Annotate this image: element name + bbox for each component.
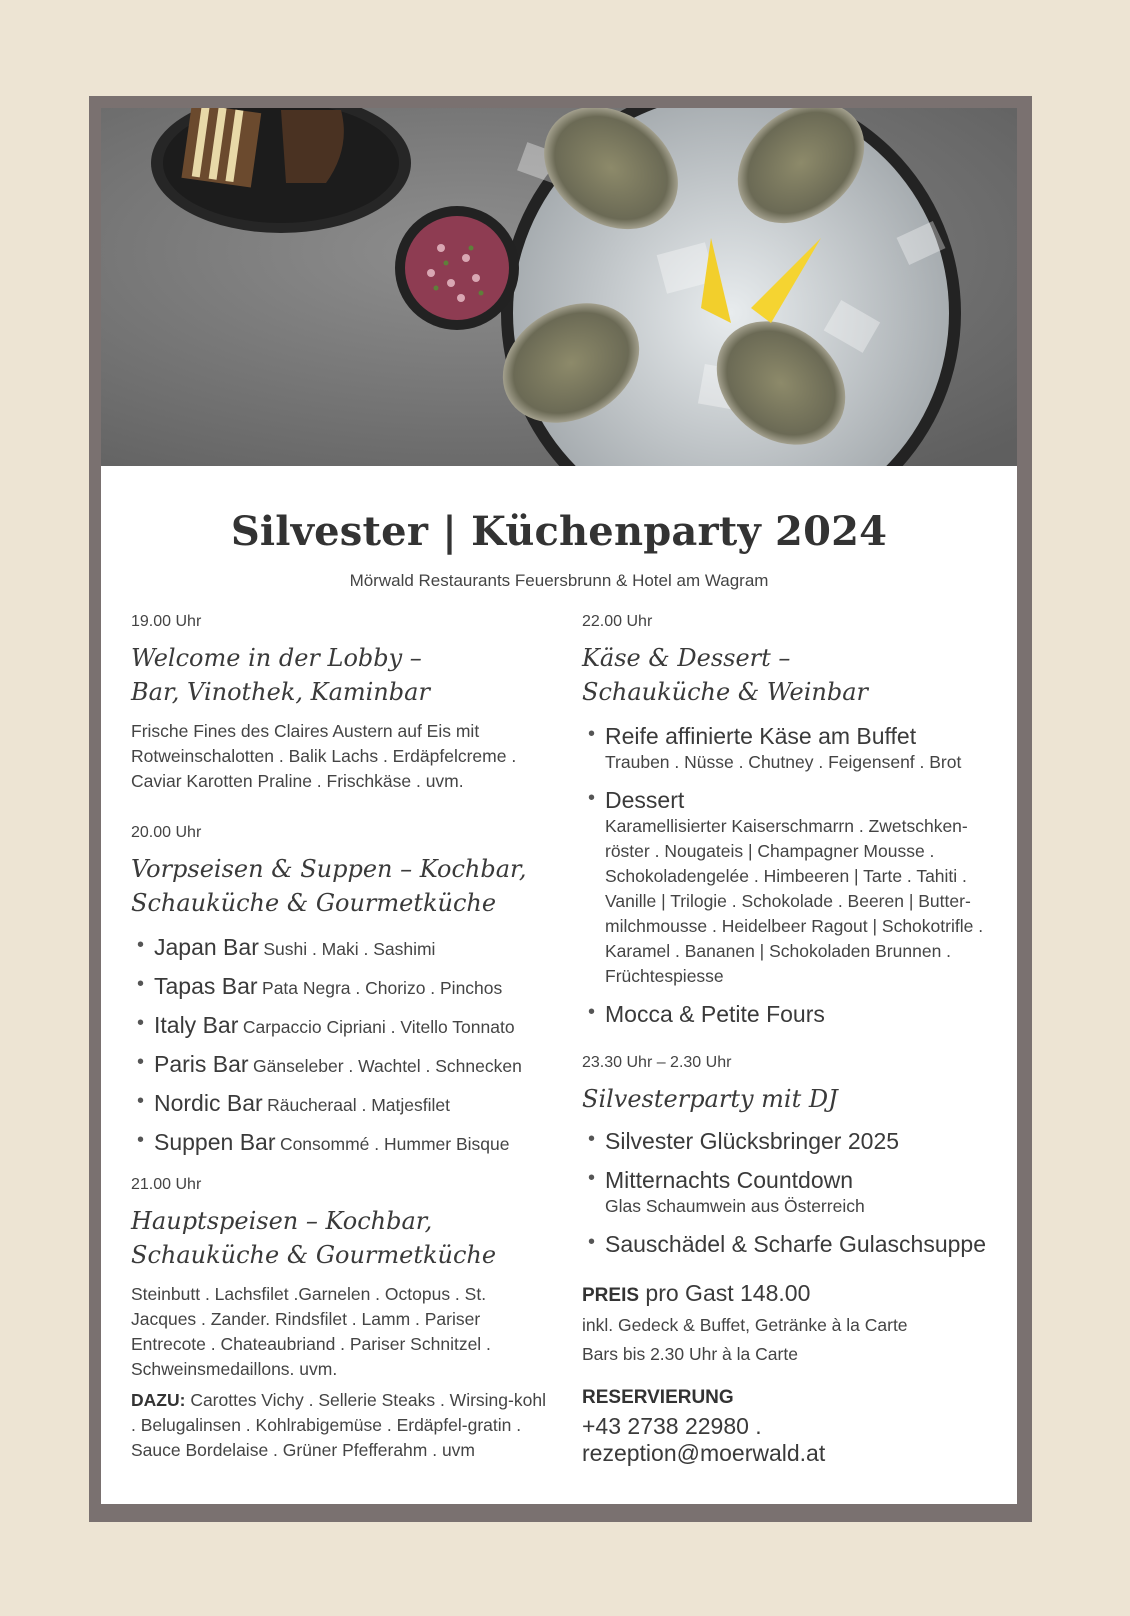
section-heading-line: Schauküche & Gourmetküche xyxy=(131,889,497,917)
list-item xyxy=(131,1129,551,1156)
bar-name: Italy Bar xyxy=(154,1012,239,1038)
section-time: 23.30 Uhr – 2.30 Uhr xyxy=(582,1054,732,1071)
price-block xyxy=(582,1280,1002,1369)
section-heading-line: Bar, Vinothek, Kaminbar xyxy=(131,678,430,706)
item-name: • Mitternachts Countdown xyxy=(605,1167,854,1193)
bar-items: Carpaccio Cipriani . Vitello Tonnato xyxy=(242,1017,515,1037)
bar-list xyxy=(131,934,551,1156)
section-heading-line: Schauküche & Weinbar xyxy=(582,678,869,706)
list-item xyxy=(582,723,1002,775)
party-list xyxy=(582,1128,1002,1258)
section-heading-line: Schauküche & Gourmetküche xyxy=(131,1241,497,1269)
section-dessert xyxy=(582,613,1002,1028)
section-text: Steinbutt . Lachsfilet .Garnelen . Octopus . St. Jacques . Zander. Rindsfilet . Lamm . Pariser Entrecote . Chateaubriand . Pariser Schnitzel . Schweinsmedaillons. uvm. xyxy=(131,1284,491,1379)
section-heading-line: Käse & Dessert – xyxy=(582,644,791,672)
section-party xyxy=(582,1054,1002,1258)
section-lobby xyxy=(131,613,551,794)
list-item xyxy=(582,1001,1002,1028)
item-name: • Reife affinierte Käse am Buffet xyxy=(605,723,917,749)
section-heading xyxy=(131,641,551,709)
dazu-label: DAZU: xyxy=(131,1390,186,1410)
item-detail: Glas Schaumwein aus Österreich xyxy=(605,1196,865,1216)
right-column xyxy=(582,613,1002,1467)
bar-name: Tapas Bar xyxy=(154,973,258,999)
bar-name: Paris Bar xyxy=(154,1051,249,1077)
bar-items: Gänseleber . Wachtel . Schnecken xyxy=(253,1056,522,1076)
section-time: 21.00 Uhr xyxy=(131,1176,202,1193)
bar-name: Suppen Bar xyxy=(154,1129,276,1155)
left-column xyxy=(131,613,551,1493)
section-text: Frische Fines des Claires Austern auf Eis mit Rotweinschalotten . Balik Lachs . Erdäpfelcreme . Caviar Karotten Praline . Frischkäse . uvm. xyxy=(131,721,517,791)
item-name: • Mocca & Petite Fours xyxy=(605,1001,825,1027)
section-time: 19.00 Uhr xyxy=(131,613,202,630)
section-hauptspeisen xyxy=(131,1176,551,1463)
section-heading: Silvesterparty mit DJ xyxy=(582,1085,838,1113)
item-name: • Sauschädel & Scharfe Gulaschsuppe xyxy=(605,1231,987,1257)
item-name: • Silvester Glücksbringer 2025 xyxy=(605,1128,900,1154)
bar-items: Pata Negra . Chorizo . Pinchos xyxy=(262,978,503,998)
section-heading xyxy=(582,641,1002,709)
price-line xyxy=(582,1280,1002,1307)
bar-items: Sushi . Maki . Sashimi xyxy=(263,939,436,959)
bar-name: Nordic Bar xyxy=(154,1090,263,1116)
page-title: Silvester | Küchenparty 2024 xyxy=(230,508,888,555)
menu-frame xyxy=(89,96,1032,1522)
section-vorspeisen xyxy=(131,824,551,1156)
list-item xyxy=(131,934,551,961)
price-label: PREIS xyxy=(582,1285,640,1306)
oyster-platter-photo xyxy=(101,108,1017,466)
list-item xyxy=(582,1128,1002,1155)
list-item xyxy=(131,973,551,1000)
list-item xyxy=(582,1167,1002,1219)
section-heading-line: Vorpseisen & Suppen – Kochbar, xyxy=(131,855,527,883)
item-detail: Karamellisierter Kaiserschmarrn . Zwetschken-röster . Nougateis | Champagner Mousse . Schokoladengelée . Himbeeren | Tarte . Tahiti . Vanille | Trilogie . Schokolade . Beeren | Butter-milchmousse . Heidelbeer Ragout | Schokotrifle . Karamel . Bananen | Schokoladen Brunnen . Früchtespiesse xyxy=(605,816,984,986)
price-note: inkl. Gedeck & Buffet, Getränke à la Carte xyxy=(582,1315,908,1335)
list-item xyxy=(582,787,1002,989)
dazu-items: Carottes Vichy . Sellerie Steaks . Wirsing-kohl . Belugalinsen . Kohlrabigemüse . Erdäpfel-gratin . Sauce Bordelaise . Grüner Pfefferahm . uvm xyxy=(131,1390,546,1460)
section-heading-line: Hauptspeisen – Kochbar, xyxy=(131,1207,433,1235)
section-time: 20.00 Uhr xyxy=(131,824,202,841)
item-detail: Trauben . Nüsse . Chutney . Feigensenf . Brot xyxy=(605,752,962,772)
dessert-list xyxy=(582,723,1002,1028)
price-value: pro Gast 148.00 xyxy=(645,1280,811,1306)
reservation-block xyxy=(582,1387,1002,1467)
bar-items: Räucheraal . Matjesfilet xyxy=(267,1095,450,1115)
list-item xyxy=(582,1231,1002,1258)
bar-name: Japan Bar xyxy=(154,934,259,960)
price-note: Bars bis 2.30 Uhr à la Carte xyxy=(582,1344,798,1364)
item-name: • Dessert xyxy=(605,787,685,813)
section-time: 22.00 Uhr xyxy=(582,613,653,630)
reservation-contact[interactable]: +43 2738 22980 . rezeption@moerwald.at xyxy=(582,1413,826,1466)
list-item xyxy=(131,1090,551,1117)
menu-card xyxy=(101,108,1017,1504)
page-subtitle: Mörwald Restaurants Feuersbrunn & Hotel am Wagram xyxy=(349,571,769,590)
section-heading-line: Welcome in der Lobby – xyxy=(131,644,422,672)
list-item xyxy=(131,1012,551,1039)
reservation-label: RESERVIERUNG xyxy=(582,1387,734,1408)
section-heading xyxy=(131,1204,551,1272)
list-item xyxy=(131,1051,551,1078)
bar-items: Consommé . Hummer Bisque xyxy=(279,1134,510,1154)
section-heading xyxy=(131,852,551,920)
dazu-text xyxy=(131,1388,551,1463)
